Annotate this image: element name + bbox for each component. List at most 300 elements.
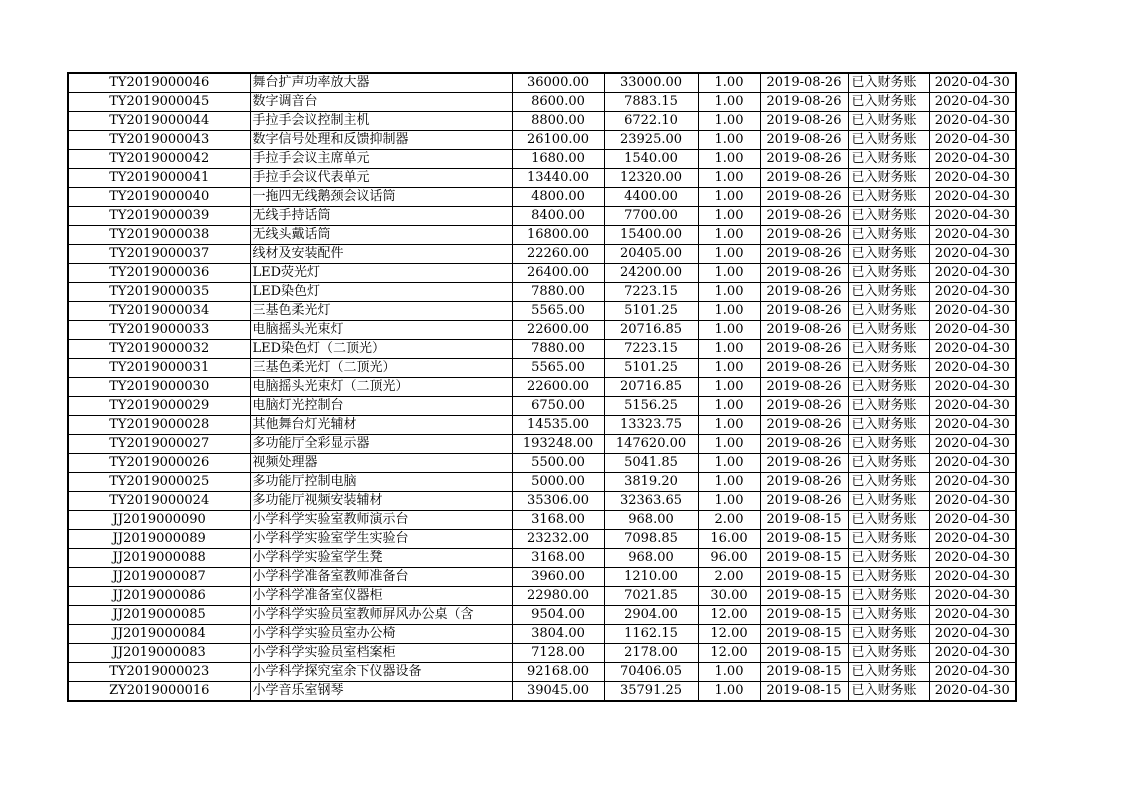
table-row xyxy=(68,492,1016,511)
table-row xyxy=(68,131,1016,150)
quantity-cell[interactable]: 1.00 xyxy=(698,283,760,302)
original-value-cell[interactable]: 8600.00 xyxy=(512,93,604,112)
accounting-status-cell[interactable]: 已入财务账 xyxy=(848,511,929,530)
acquired-date-cell[interactable]: 2019-08-26 xyxy=(760,169,848,188)
original-value-cell[interactable]: 7880.00 xyxy=(512,283,604,302)
asset-code-cell[interactable]: JJ2019000090 xyxy=(68,511,250,530)
acquired-date-cell[interactable]: 2019-08-26 xyxy=(760,131,848,150)
asset-code-cell[interactable]: TY2019000033 xyxy=(68,321,250,340)
accounting-status-cell[interactable]: 已入财务账 xyxy=(848,245,929,264)
original-value-cell[interactable]: 3960.00 xyxy=(512,568,604,587)
table-row xyxy=(68,644,1016,663)
table-row xyxy=(68,150,1016,169)
net-value-cell[interactable]: 20716.85 xyxy=(604,378,698,397)
quantity-cell[interactable]: 12.00 xyxy=(698,644,760,663)
posted-date-cell[interactable]: 2020-04-30 xyxy=(929,397,1016,416)
table-row xyxy=(68,568,1016,587)
net-value-cell[interactable]: 23925.00 xyxy=(604,131,698,150)
asset-code-cell[interactable]: TY2019000032 xyxy=(68,340,250,359)
asset-code-cell[interactable]: TY2019000029 xyxy=(68,397,250,416)
quantity-cell[interactable]: 1.00 xyxy=(698,682,760,702)
acquired-date-cell[interactable]: 2019-08-26 xyxy=(760,397,848,416)
asset-code-cell[interactable]: TY2019000028 xyxy=(68,416,250,435)
acquired-date-cell[interactable]: 2019-08-26 xyxy=(760,473,848,492)
quantity-cell[interactable]: 1.00 xyxy=(698,264,760,283)
net-value-cell[interactable]: 13323.75 xyxy=(604,416,698,435)
asset-code-cell[interactable]: TY2019000039 xyxy=(68,207,250,226)
asset-code-cell[interactable]: TY2019000035 xyxy=(68,283,250,302)
asset-name-cell[interactable]: 其他舞台灯光辅材 xyxy=(250,416,512,435)
net-value-cell[interactable]: 70406.05 xyxy=(604,663,698,682)
asset-name-cell[interactable]: 小学科学实验员室办公椅 xyxy=(250,625,512,644)
asset-name-cell[interactable]: 小学科学探究室余下仪器设备 xyxy=(250,663,512,682)
asset-name-cell[interactable]: LED染色灯（二顶光） xyxy=(250,340,512,359)
quantity-cell[interactable]: 1.00 xyxy=(698,340,760,359)
quantity-cell[interactable]: 1.00 xyxy=(698,188,760,207)
accounting-status-cell[interactable]: 已入财务账 xyxy=(848,188,929,207)
original-value-cell[interactable]: 7880.00 xyxy=(512,340,604,359)
accounting-status-cell[interactable]: 已入财务账 xyxy=(848,150,929,169)
asset-code-cell[interactable]: TY2019000031 xyxy=(68,359,250,378)
asset-name-cell[interactable]: 多功能厅控制电脑 xyxy=(250,473,512,492)
net-value-cell[interactable]: 7700.00 xyxy=(604,207,698,226)
net-value-cell[interactable]: 1540.00 xyxy=(604,150,698,169)
net-value-cell[interactable]: 24200.00 xyxy=(604,264,698,283)
original-value-cell[interactable]: 3168.00 xyxy=(512,549,604,568)
acquired-date-cell[interactable]: 2019-08-26 xyxy=(760,93,848,112)
asset-code-cell[interactable]: JJ2019000086 xyxy=(68,587,250,606)
accounting-status-cell[interactable]: 已入财务账 xyxy=(848,663,929,682)
asset-name-cell[interactable]: 无线手持话筒 xyxy=(250,207,512,226)
table-row xyxy=(68,264,1016,283)
quantity-cell[interactable]: 1.00 xyxy=(698,321,760,340)
asset-table xyxy=(67,72,1017,702)
quantity-cell[interactable]: 1.00 xyxy=(698,492,760,511)
accounting-status-cell[interactable]: 已入财务账 xyxy=(848,359,929,378)
accounting-status-cell[interactable]: 已入财务账 xyxy=(848,264,929,283)
net-value-cell[interactable]: 2178.00 xyxy=(604,644,698,663)
accounting-status-cell[interactable]: 已入财务账 xyxy=(848,340,929,359)
acquired-date-cell[interactable]: 2019-08-26 xyxy=(760,283,848,302)
net-value-cell[interactable]: 2904.00 xyxy=(604,606,698,625)
accounting-status-cell[interactable]: 已入财务账 xyxy=(848,492,929,511)
asset-code-cell[interactable]: TY2019000024 xyxy=(68,492,250,511)
quantity-cell[interactable]: 1.00 xyxy=(698,169,760,188)
table-row xyxy=(68,625,1016,644)
asset-name-cell[interactable]: 视频处理器 xyxy=(250,454,512,473)
original-value-cell[interactable]: 22260.00 xyxy=(512,245,604,264)
original-value-cell[interactable]: 9504.00 xyxy=(512,606,604,625)
asset-code-cell[interactable]: TY2019000038 xyxy=(68,226,250,245)
table-row xyxy=(68,397,1016,416)
posted-date-cell[interactable]: 2020-04-30 xyxy=(929,530,1016,549)
posted-date-cell[interactable]: 2020-04-30 xyxy=(929,568,1016,587)
posted-date-cell[interactable]: 2020-04-30 xyxy=(929,340,1016,359)
asset-name-cell[interactable]: 数字信号处理和反馈抑制器 xyxy=(250,131,512,150)
posted-date-cell[interactable]: 2020-04-30 xyxy=(929,549,1016,568)
accounting-status-cell[interactable]: 已入财务账 xyxy=(848,397,929,416)
quantity-cell[interactable]: 1.00 xyxy=(698,93,760,112)
posted-date-cell[interactable]: 2020-04-30 xyxy=(929,283,1016,302)
posted-date-cell[interactable]: 2020-04-30 xyxy=(929,188,1016,207)
accounting-status-cell[interactable]: 已入财务账 xyxy=(848,682,929,702)
asset-code-cell[interactable]: TY2019000037 xyxy=(68,245,250,264)
posted-date-cell[interactable]: 2020-04-30 xyxy=(929,492,1016,511)
acquired-date-cell[interactable]: 2019-08-26 xyxy=(760,492,848,511)
quantity-cell[interactable]: 2.00 xyxy=(698,568,760,587)
posted-date-cell[interactable]: 2020-04-30 xyxy=(929,663,1016,682)
net-value-cell[interactable]: 5101.25 xyxy=(604,302,698,321)
asset-code-cell[interactable]: JJ2019000084 xyxy=(68,625,250,644)
accounting-status-cell[interactable]: 已入财务账 xyxy=(848,321,929,340)
table-row xyxy=(68,435,1016,454)
quantity-cell[interactable]: 1.00 xyxy=(698,302,760,321)
asset-name-cell[interactable]: 小学科学实验员室教师屏风办公桌（含 xyxy=(250,606,512,625)
asset-name-cell[interactable]: 小学音乐室钢琴 xyxy=(250,682,512,702)
table-row xyxy=(68,340,1016,359)
acquired-date-cell[interactable]: 2019-08-26 xyxy=(760,150,848,169)
original-value-cell[interactable]: 14535.00 xyxy=(512,416,604,435)
posted-date-cell[interactable]: 2020-04-30 xyxy=(929,682,1016,702)
asset-code-cell[interactable]: TY2019000046 xyxy=(68,73,250,93)
posted-date-cell[interactable]: 2020-04-30 xyxy=(929,264,1016,283)
posted-date-cell[interactable]: 2020-04-30 xyxy=(929,321,1016,340)
posted-date-cell[interactable]: 2020-04-30 xyxy=(929,435,1016,454)
accounting-status-cell[interactable]: 已入财务账 xyxy=(848,283,929,302)
asset-name-cell[interactable]: 多功能厅全彩显示器 xyxy=(250,435,512,454)
accounting-status-cell[interactable]: 已入财务账 xyxy=(848,73,929,93)
acquired-date-cell[interactable]: 2019-08-15 xyxy=(760,568,848,587)
asset-code-cell[interactable]: JJ2019000083 xyxy=(68,644,250,663)
asset-name-cell[interactable]: 电脑摇头光束灯 xyxy=(250,321,512,340)
table-row xyxy=(68,169,1016,188)
acquired-date-cell[interactable]: 2019-08-26 xyxy=(760,188,848,207)
accounting-status-cell[interactable]: 已入财务账 xyxy=(848,302,929,321)
asset-name-cell[interactable]: 电脑灯光控制台 xyxy=(250,397,512,416)
quantity-cell[interactable]: 1.00 xyxy=(698,131,760,150)
asset-name-cell[interactable]: 小学科学实验室学生实验台 xyxy=(250,530,512,549)
original-value-cell[interactable]: 193248.00 xyxy=(512,435,604,454)
table-row xyxy=(68,226,1016,245)
net-value-cell[interactable]: 1162.15 xyxy=(604,625,698,644)
acquired-date-cell[interactable]: 2019-08-26 xyxy=(760,340,848,359)
table-row xyxy=(68,207,1016,226)
acquired-date-cell[interactable]: 2019-08-15 xyxy=(760,530,848,549)
asset-code-cell[interactable]: TY2019000027 xyxy=(68,435,250,454)
asset-code-cell[interactable]: TY2019000026 xyxy=(68,454,250,473)
original-value-cell[interactable]: 5500.00 xyxy=(512,454,604,473)
original-value-cell[interactable]: 6750.00 xyxy=(512,397,604,416)
table-row xyxy=(68,112,1016,131)
accounting-status-cell[interactable]: 已入财务账 xyxy=(848,93,929,112)
table-row xyxy=(68,454,1016,473)
acquired-date-cell[interactable]: 2019-08-26 xyxy=(760,112,848,131)
net-value-cell[interactable]: 968.00 xyxy=(604,549,698,568)
original-value-cell[interactable]: 26100.00 xyxy=(512,131,604,150)
posted-date-cell[interactable]: 2020-04-30 xyxy=(929,587,1016,606)
accounting-status-cell[interactable]: 已入财务账 xyxy=(848,131,929,150)
acquired-date-cell[interactable]: 2019-08-26 xyxy=(760,416,848,435)
quantity-cell[interactable]: 12.00 xyxy=(698,606,760,625)
quantity-cell[interactable]: 1.00 xyxy=(698,416,760,435)
acquired-date-cell[interactable]: 2019-08-15 xyxy=(760,606,848,625)
accounting-status-cell[interactable]: 已入财务账 xyxy=(848,473,929,492)
quantity-cell[interactable]: 1.00 xyxy=(698,397,760,416)
table-row xyxy=(68,302,1016,321)
original-value-cell[interactable]: 4800.00 xyxy=(512,188,604,207)
posted-date-cell[interactable]: 2020-04-30 xyxy=(929,226,1016,245)
table-row xyxy=(68,359,1016,378)
accounting-status-cell[interactable]: 已入财务账 xyxy=(848,416,929,435)
posted-date-cell[interactable]: 2020-04-30 xyxy=(929,454,1016,473)
net-value-cell[interactable]: 15400.00 xyxy=(604,226,698,245)
quantity-cell[interactable]: 16.00 xyxy=(698,530,760,549)
table-row xyxy=(68,530,1016,549)
asset-name-cell[interactable]: 舞台扩声功率放大器 xyxy=(250,73,512,93)
asset-code-cell[interactable]: TY2019000044 xyxy=(68,112,250,131)
net-value-cell[interactable]: 33000.00 xyxy=(604,73,698,93)
acquired-date-cell[interactable]: 2019-08-26 xyxy=(760,73,848,93)
table-row xyxy=(68,245,1016,264)
original-value-cell[interactable]: 13440.00 xyxy=(512,169,604,188)
accounting-status-cell[interactable]: 已入财务账 xyxy=(848,112,929,131)
acquired-date-cell[interactable]: 2019-08-26 xyxy=(760,207,848,226)
quantity-cell[interactable]: 1.00 xyxy=(698,359,760,378)
net-value-cell[interactable]: 32363.65 xyxy=(604,492,698,511)
original-value-cell[interactable]: 7128.00 xyxy=(512,644,604,663)
table-row xyxy=(68,549,1016,568)
posted-date-cell[interactable]: 2020-04-30 xyxy=(929,169,1016,188)
acquired-date-cell[interactable]: 2019-08-15 xyxy=(760,587,848,606)
net-value-cell[interactable]: 968.00 xyxy=(604,511,698,530)
asset-name-cell[interactable]: 小学科学实验室学生凳 xyxy=(250,549,512,568)
quantity-cell[interactable]: 1.00 xyxy=(698,207,760,226)
asset-name-cell[interactable]: 线材及安装配件 xyxy=(250,245,512,264)
asset-sheet xyxy=(67,72,1017,702)
table-row xyxy=(68,663,1016,682)
posted-date-cell[interactable]: 2020-04-30 xyxy=(929,378,1016,397)
asset-table-body xyxy=(68,73,1016,701)
acquired-date-cell[interactable]: 2019-08-26 xyxy=(760,359,848,378)
quantity-cell[interactable]: 1.00 xyxy=(698,378,760,397)
posted-date-cell[interactable]: 2020-04-30 xyxy=(929,473,1016,492)
asset-code-cell[interactable]: TY2019000041 xyxy=(68,169,250,188)
original-value-cell[interactable]: 1680.00 xyxy=(512,150,604,169)
asset-name-cell[interactable]: 手拉手会议主席单元 xyxy=(250,150,512,169)
net-value-cell[interactable]: 20405.00 xyxy=(604,245,698,264)
quantity-cell[interactable]: 96.00 xyxy=(698,549,760,568)
net-value-cell[interactable]: 4400.00 xyxy=(604,188,698,207)
posted-date-cell[interactable]: 2020-04-30 xyxy=(929,644,1016,663)
acquired-date-cell[interactable]: 2019-08-15 xyxy=(760,644,848,663)
original-value-cell[interactable]: 8400.00 xyxy=(512,207,604,226)
asset-name-cell[interactable]: 多功能厅视频安装辅材 xyxy=(250,492,512,511)
posted-date-cell[interactable]: 2020-04-30 xyxy=(929,511,1016,530)
asset-code-cell[interactable]: JJ2019000087 xyxy=(68,568,250,587)
acquired-date-cell[interactable]: 2019-08-26 xyxy=(760,378,848,397)
accounting-status-cell[interactable]: 已入财务账 xyxy=(848,606,929,625)
accounting-status-cell[interactable]: 已入财务账 xyxy=(848,378,929,397)
posted-date-cell[interactable]: 2020-04-30 xyxy=(929,359,1016,378)
acquired-date-cell[interactable]: 2019-08-26 xyxy=(760,435,848,454)
accounting-status-cell[interactable]: 已入财务账 xyxy=(848,530,929,549)
asset-name-cell[interactable]: 三基色柔光灯 xyxy=(250,302,512,321)
asset-name-cell[interactable]: 小学科学实验室教师演示台 xyxy=(250,511,512,530)
net-value-cell[interactable]: 7223.15 xyxy=(604,283,698,302)
posted-date-cell[interactable]: 2020-04-30 xyxy=(929,606,1016,625)
asset-name-cell[interactable]: 手拉手会议代表单元 xyxy=(250,169,512,188)
net-value-cell[interactable]: 7021.85 xyxy=(604,587,698,606)
original-value-cell[interactable]: 22600.00 xyxy=(512,378,604,397)
acquired-date-cell[interactable]: 2019-08-15 xyxy=(760,663,848,682)
asset-code-cell[interactable]: TY2019000036 xyxy=(68,264,250,283)
original-value-cell[interactable]: 23232.00 xyxy=(512,530,604,549)
asset-name-cell[interactable]: 无线头戴话筒 xyxy=(250,226,512,245)
net-value-cell[interactable]: 20716.85 xyxy=(604,321,698,340)
original-value-cell[interactable]: 5565.00 xyxy=(512,359,604,378)
table-row xyxy=(68,321,1016,340)
original-value-cell[interactable]: 5000.00 xyxy=(512,473,604,492)
acquired-date-cell[interactable]: 2019-08-15 xyxy=(760,511,848,530)
table-row xyxy=(68,473,1016,492)
quantity-cell[interactable]: 1.00 xyxy=(698,150,760,169)
asset-name-cell[interactable]: 数字调音台 xyxy=(250,93,512,112)
asset-code-cell[interactable]: TY2019000030 xyxy=(68,378,250,397)
original-value-cell[interactable]: 36000.00 xyxy=(512,73,604,93)
table-row xyxy=(68,188,1016,207)
accounting-status-cell[interactable]: 已入财务账 xyxy=(848,207,929,226)
net-value-cell[interactable]: 1210.00 xyxy=(604,568,698,587)
acquired-date-cell[interactable]: 2019-08-15 xyxy=(760,549,848,568)
table-row xyxy=(68,93,1016,112)
acquired-date-cell[interactable]: 2019-08-26 xyxy=(760,302,848,321)
original-value-cell[interactable]: 22600.00 xyxy=(512,321,604,340)
table-row xyxy=(68,587,1016,606)
original-value-cell[interactable]: 26400.00 xyxy=(512,264,604,283)
acquired-date-cell[interactable]: 2019-08-15 xyxy=(760,682,848,702)
accounting-status-cell[interactable]: 已入财务账 xyxy=(848,644,929,663)
net-value-cell[interactable]: 6722.10 xyxy=(604,112,698,131)
net-value-cell[interactable]: 35791.25 xyxy=(604,682,698,702)
posted-date-cell[interactable]: 2020-04-30 xyxy=(929,131,1016,150)
asset-code-cell[interactable]: TY2019000043 xyxy=(68,131,250,150)
quantity-cell[interactable]: 12.00 xyxy=(698,625,760,644)
net-value-cell[interactable]: 147620.00 xyxy=(604,435,698,454)
table-row xyxy=(68,73,1016,93)
original-value-cell[interactable]: 16800.00 xyxy=(512,226,604,245)
asset-code-cell[interactable]: JJ2019000088 xyxy=(68,549,250,568)
table-row xyxy=(68,682,1016,702)
net-value-cell[interactable]: 5156.25 xyxy=(604,397,698,416)
net-value-cell[interactable]: 5101.25 xyxy=(604,359,698,378)
original-value-cell[interactable]: 8800.00 xyxy=(512,112,604,131)
original-value-cell[interactable]: 3804.00 xyxy=(512,625,604,644)
original-value-cell[interactable]: 22980.00 xyxy=(512,587,604,606)
asset-code-cell[interactable]: TY2019000045 xyxy=(68,93,250,112)
original-value-cell[interactable]: 92168.00 xyxy=(512,663,604,682)
asset-name-cell[interactable]: 小学科学实验员室档案柜 xyxy=(250,644,512,663)
quantity-cell[interactable]: 1.00 xyxy=(698,454,760,473)
accounting-status-cell[interactable]: 已入财务账 xyxy=(848,625,929,644)
accounting-status-cell[interactable]: 已入财务账 xyxy=(848,169,929,188)
asset-name-cell[interactable]: LED荧光灯 xyxy=(250,264,512,283)
quantity-cell[interactable]: 1.00 xyxy=(698,112,760,131)
table-row xyxy=(68,606,1016,625)
net-value-cell[interactable]: 7223.15 xyxy=(604,340,698,359)
quantity-cell[interactable]: 1.00 xyxy=(698,435,760,454)
accounting-status-cell[interactable]: 已入财务账 xyxy=(848,549,929,568)
asset-code-cell[interactable]: TY2019000023 xyxy=(68,663,250,682)
posted-date-cell[interactable]: 2020-04-30 xyxy=(929,416,1016,435)
net-value-cell[interactable]: 3819.20 xyxy=(604,473,698,492)
quantity-cell[interactable]: 1.00 xyxy=(698,473,760,492)
posted-date-cell[interactable]: 2020-04-30 xyxy=(929,93,1016,112)
table-row xyxy=(68,416,1016,435)
asset-name-cell[interactable]: 小学科学准备室教师准备台 xyxy=(250,568,512,587)
asset-code-cell[interactable]: JJ2019000089 xyxy=(68,530,250,549)
acquired-date-cell[interactable]: 2019-08-26 xyxy=(760,321,848,340)
accounting-status-cell[interactable]: 已入财务账 xyxy=(848,454,929,473)
posted-date-cell[interactable]: 2020-04-30 xyxy=(929,73,1016,93)
original-value-cell[interactable]: 3168.00 xyxy=(512,511,604,530)
acquired-date-cell[interactable]: 2019-08-15 xyxy=(760,625,848,644)
net-value-cell[interactable]: 5041.85 xyxy=(604,454,698,473)
asset-code-cell[interactable]: TY2019000034 xyxy=(68,302,250,321)
asset-code-cell[interactable]: TY2019000025 xyxy=(68,473,250,492)
acquired-date-cell[interactable]: 2019-08-26 xyxy=(760,264,848,283)
accounting-status-cell[interactable]: 已入财务账 xyxy=(848,226,929,245)
accounting-status-cell[interactable]: 已入财务账 xyxy=(848,587,929,606)
net-value-cell[interactable]: 7098.85 xyxy=(604,530,698,549)
posted-date-cell[interactable]: 2020-04-30 xyxy=(929,150,1016,169)
acquired-date-cell[interactable]: 2019-08-26 xyxy=(760,226,848,245)
posted-date-cell[interactable]: 2020-04-30 xyxy=(929,245,1016,264)
accounting-status-cell[interactable]: 已入财务账 xyxy=(848,568,929,587)
asset-name-cell[interactable]: 电脑摇头光束灯（二顶光） xyxy=(250,378,512,397)
quantity-cell[interactable]: 1.00 xyxy=(698,226,760,245)
quantity-cell[interactable]: 1.00 xyxy=(698,245,760,264)
quantity-cell[interactable]: 30.00 xyxy=(698,587,760,606)
original-value-cell[interactable]: 5565.00 xyxy=(512,302,604,321)
asset-code-cell[interactable]: ZY2019000016 xyxy=(68,682,250,702)
quantity-cell[interactable]: 1.00 xyxy=(698,663,760,682)
acquired-date-cell[interactable]: 2019-08-26 xyxy=(760,245,848,264)
table-row xyxy=(68,378,1016,397)
asset-name-cell[interactable]: LED染色灯 xyxy=(250,283,512,302)
table-row xyxy=(68,283,1016,302)
posted-date-cell[interactable]: 2020-04-30 xyxy=(929,625,1016,644)
posted-date-cell[interactable]: 2020-04-30 xyxy=(929,207,1016,226)
asset-name-cell[interactable]: 一拖四无线鹅颈会议话筒 xyxy=(250,188,512,207)
asset-code-cell[interactable]: JJ2019000085 xyxy=(68,606,250,625)
net-value-cell[interactable]: 7883.15 xyxy=(604,93,698,112)
quantity-cell[interactable]: 1.00 xyxy=(698,73,760,93)
asset-name-cell[interactable]: 三基色柔光灯（二顶光） xyxy=(250,359,512,378)
accounting-status-cell[interactable]: 已入财务账 xyxy=(848,435,929,454)
original-value-cell[interactable]: 35306.00 xyxy=(512,492,604,511)
posted-date-cell[interactable]: 2020-04-30 xyxy=(929,112,1016,131)
asset-name-cell[interactable]: 手拉手会议控制主机 xyxy=(250,112,512,131)
acquired-date-cell[interactable]: 2019-08-26 xyxy=(760,454,848,473)
net-value-cell[interactable]: 12320.00 xyxy=(604,169,698,188)
asset-code-cell[interactable]: TY2019000042 xyxy=(68,150,250,169)
asset-name-cell[interactable]: 小学科学准备室仪器柜 xyxy=(250,587,512,606)
original-value-cell[interactable]: 39045.00 xyxy=(512,682,604,702)
table-row xyxy=(68,511,1016,530)
quantity-cell[interactable]: 2.00 xyxy=(698,511,760,530)
posted-date-cell[interactable]: 2020-04-30 xyxy=(929,302,1016,321)
asset-code-cell[interactable]: TY2019000040 xyxy=(68,188,250,207)
